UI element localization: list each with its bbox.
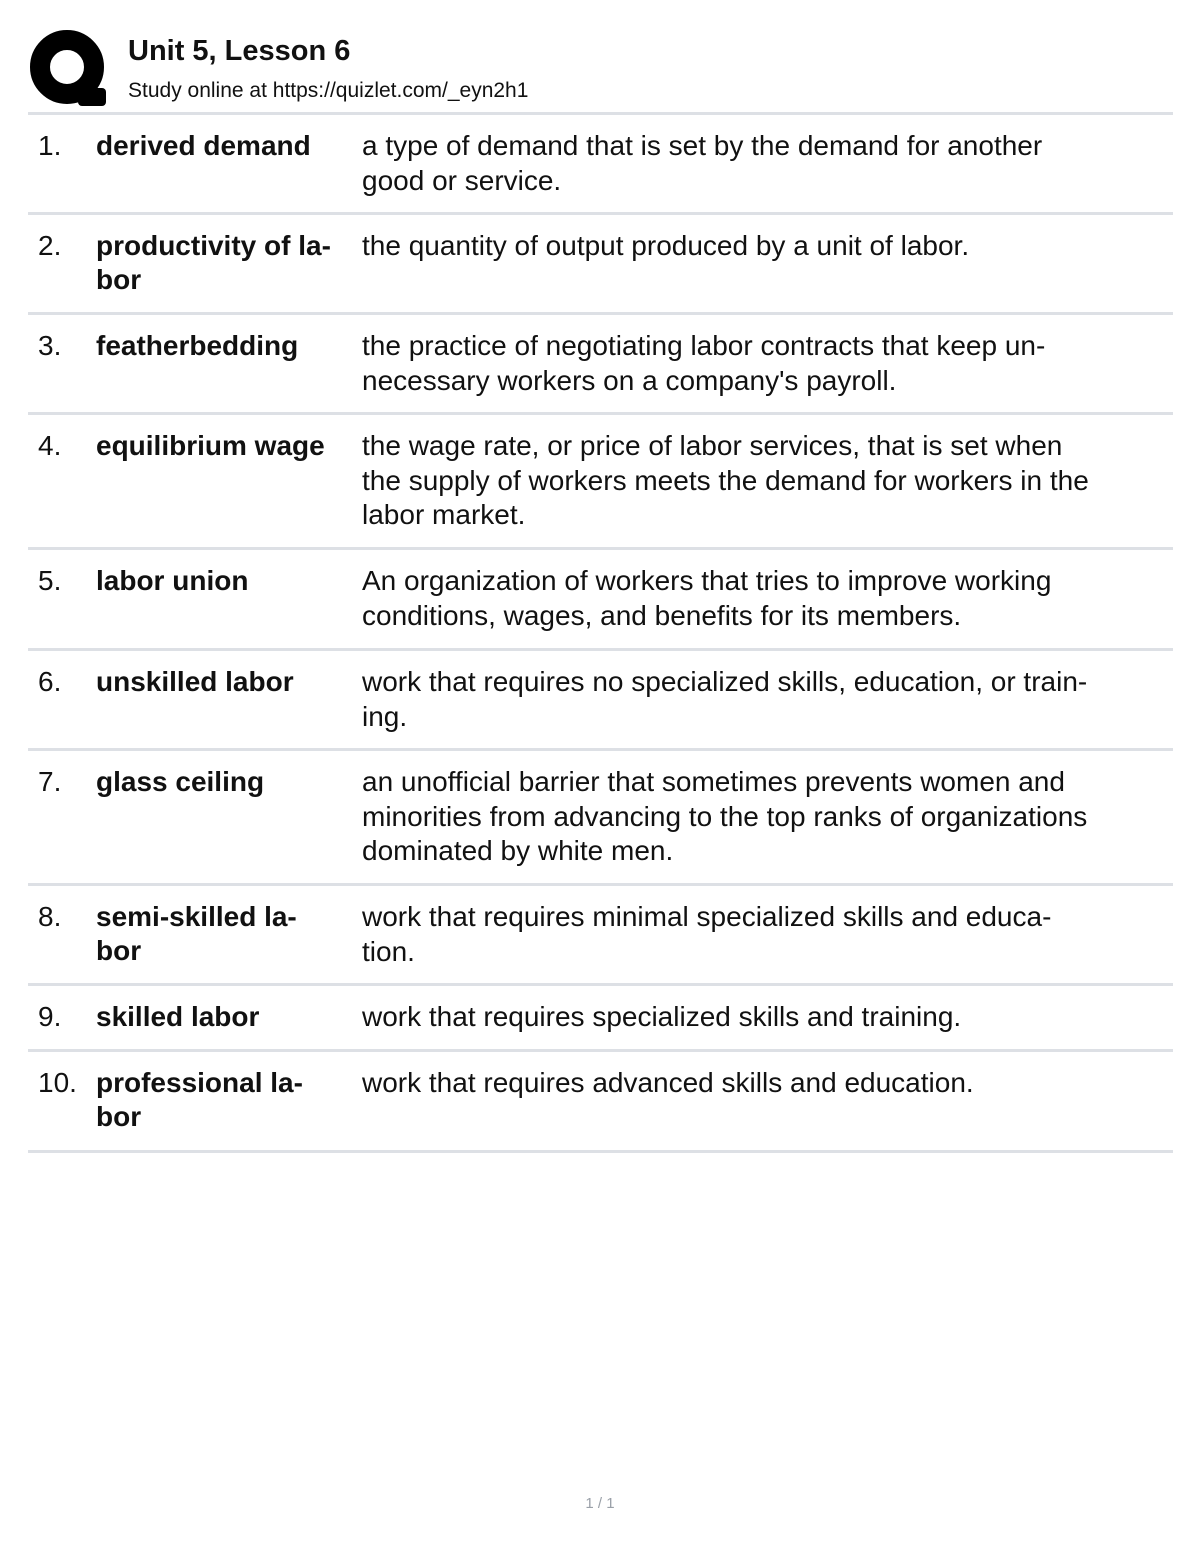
term-definition: a type of demand that is set by the demand for another good or service. <box>362 130 1043 196</box>
term-word: glass ceiling <box>96 766 265 797</box>
term-number: 7. <box>38 766 62 797</box>
term-row <box>28 886 1173 986</box>
term-row <box>28 651 1173 751</box>
term-definition: the wage rate, or price of labor services, that is set when the supply of workers meets the demand for workers in the labor market. <box>362 430 1089 530</box>
term-definition: the practice of negotiating labor contracts that keep un- necessary workers on a company's payroll. <box>362 330 1046 396</box>
term-word: skilled labor <box>96 1001 260 1032</box>
term-definition: work that requires advanced skills and education. <box>362 1067 974 1098</box>
term-number: 6. <box>38 666 62 697</box>
term-row <box>28 1052 1173 1153</box>
term-definition: the quantity of output produced by a unit of labor. <box>362 230 970 261</box>
term-number: 3. <box>38 330 62 361</box>
page-indicator: 1 / 1 <box>585 1495 615 1512</box>
page-title: Unit 5, Lesson 6 <box>128 35 351 67</box>
term-number: 2. <box>38 230 62 261</box>
quizlet-logo-icon <box>30 30 108 108</box>
term-row <box>28 751 1173 886</box>
term-row <box>28 315 1173 415</box>
term-row <box>28 415 1173 550</box>
term-word: equilibrium wage <box>96 430 325 461</box>
term-number: 8. <box>38 901 62 932</box>
term-definition: An organization of workers that tries to improve working conditions, wages, and benefits for its members. <box>362 565 1052 631</box>
term-number: 1. <box>38 130 62 161</box>
term-word: productivity of la- bor <box>96 230 331 295</box>
term-definition: an unofficial barrier that sometimes prevents women and minorities from advancing to the top ranks of organizations dominated by white men. <box>362 766 1088 866</box>
term-word: labor union <box>96 565 249 596</box>
term-row <box>28 986 1173 1052</box>
term-definition: work that requires specialized skills and training. <box>362 1001 962 1032</box>
term-row <box>28 115 1173 215</box>
term-number: 4. <box>38 430 62 461</box>
term-word: unskilled labor <box>96 666 294 697</box>
term-word: derived demand <box>96 130 311 161</box>
term-definition: work that requires minimal specialized skills and educa- tion. <box>362 901 1052 967</box>
study-link-text: Study online at https://quizlet.com/_eyn2h1 <box>128 79 529 102</box>
term-number: 5. <box>38 565 62 596</box>
term-number: 9. <box>38 1001 62 1032</box>
term-number: 10. <box>38 1067 77 1098</box>
term-word: semi-skilled la- bor <box>96 901 297 966</box>
terms-table <box>28 112 1173 1153</box>
term-row <box>28 215 1173 315</box>
term-word: professional la- bor <box>96 1067 303 1132</box>
page-header <box>28 28 1173 110</box>
term-row <box>28 550 1173 651</box>
term-word: featherbedding <box>96 330 299 361</box>
term-definition: work that requires no specialized skills, education, or train- ing. <box>362 666 1088 732</box>
